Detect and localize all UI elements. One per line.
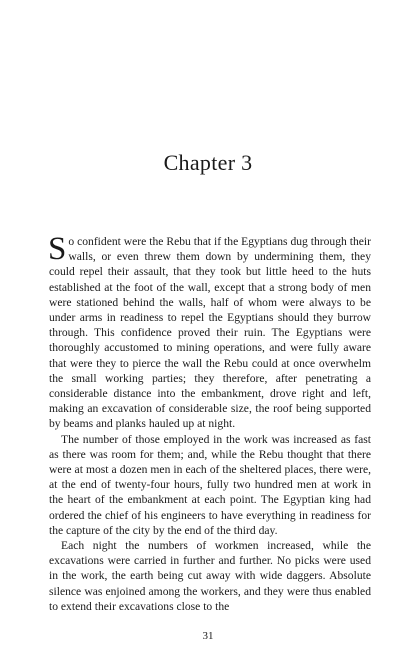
chapter-title: Chapter 3 (163, 150, 253, 175)
paragraph-1 (48, 231, 371, 432)
drop-cap: S (48, 231, 67, 267)
page-number: 31 (202, 630, 214, 642)
paragraph-1-text: o confident were the Rebu that if the Egyptians dug through their walls, or even threw them down by undermining them, they could repel their assault, that they took but little heed to the huts established at the foot of the wall, except that a strong body of men were stationed behind the walls, half of whom were always to be under arms in readiness to repel the Egyptians should they burrow through. This confidence proved their ruin. The Egyptians were thoroughly accustomed to mining operations, and were fully aware that were they to pierce the wall the Rebu could at once overwhelm the small working parties; they therefore, after penetrating a considerable distance into the embankment, drove right and left, making an excavation of considerable size, the roof being supported by beams and planks hauled up at night. (49, 235, 371, 431)
paragraph-3: Each night the numbers of workmen increased, while the excavations were carried in further and further. No picks were used in the work, the earth being cut away with wide daggers. Absolute silence was enjoined among the workers, and they were thus enabled to extend their excavations close to the (49, 539, 371, 613)
paragraph-2: The number of those employed in the work was increased as fast as there was room for them; and, while the Rebu thought that there were at most a dozen men in each of the sheltered places, there were, at the end of twenty-four hours, fully two hundred men at work in the heart of the embankment at each point. The Egyptian king had ordered the chief of his engineers to have everything in readiness for the capture of the city by the end of the third day. (49, 432, 371, 537)
body-text (48, 231, 371, 614)
